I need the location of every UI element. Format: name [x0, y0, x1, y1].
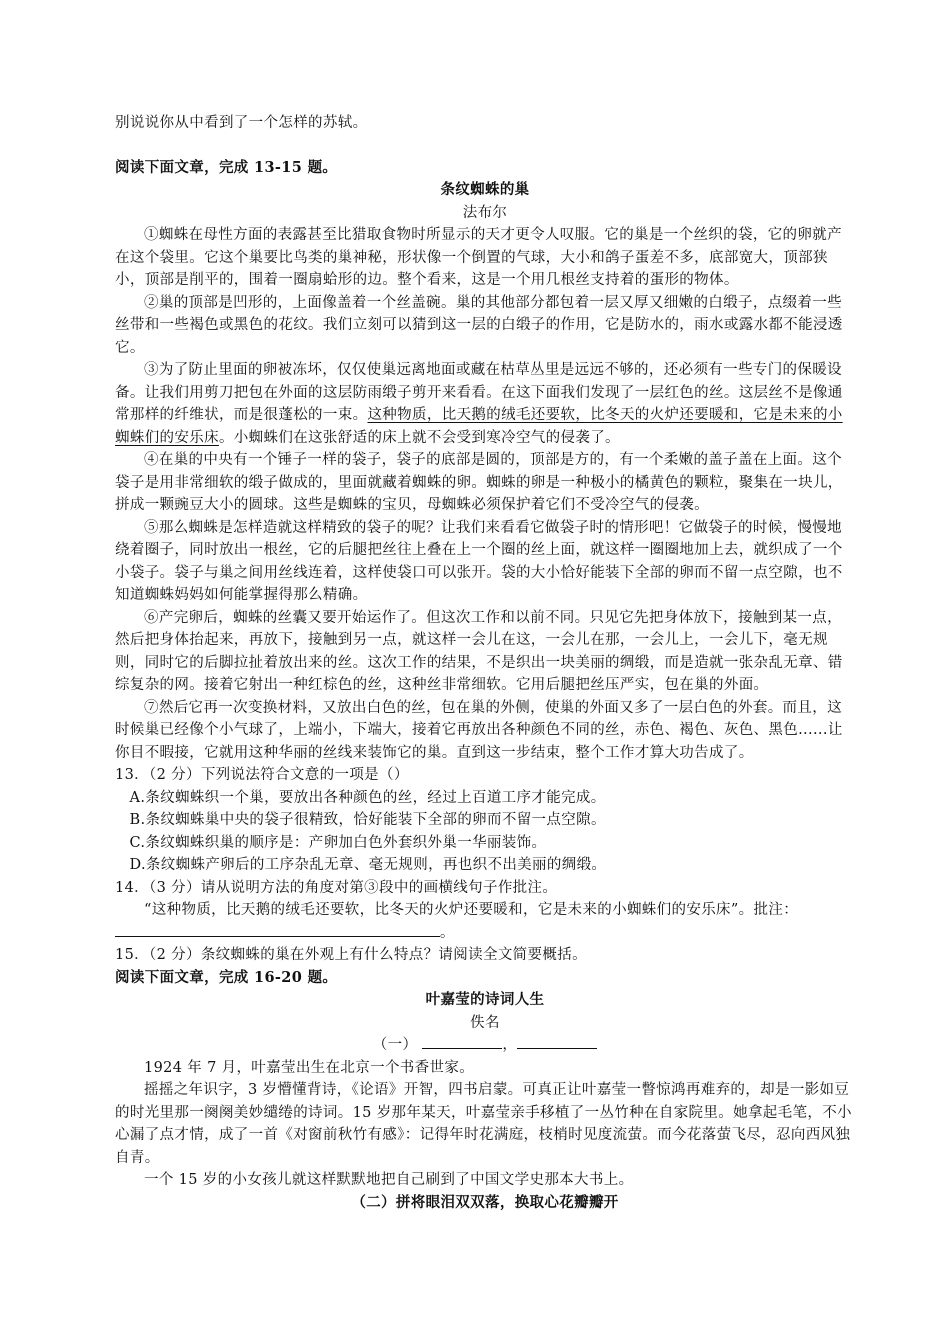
subheading-1: [115, 1034, 855, 1057]
underlined-sentence: 这种物质，比天鹅的绒毛还要软，比冬天的火炉还要暖和，它是未来的小蜘蛛们的安乐床: [115, 407, 843, 446]
subheading-blank-2[interactable]: [517, 1034, 597, 1049]
section2-author: 佚名: [470, 1014, 500, 1031]
top-line: 别说说你从中看到了一个怎样的苏轼。: [115, 115, 368, 131]
section2-paragraph-3: 一个 15 岁的小女孩儿就这样默默地把自己刷到了中国文学史那本大书上。: [144, 1172, 634, 1188]
question-14-quote: “这种物质，比天鹅的绒毛还要软，比冬天的火炉还要暖和，它是未来的小蜘蛛们的安乐床”。批注：: [144, 902, 799, 918]
subheading-separator: ，: [502, 1037, 518, 1053]
paragraph-3-start: ③为了防止里面的卵被冻坏，仅仅使巢远离地面或藏在枯草丛里是远远不够的，还必须有一些专门的保暖设备。让我们用剪刀把包在外面的这层防雨缎子剪开来看看。在这下面我们发现了一层红色的丝。这层丝不是像通常那样的纤维状，而是很蓬松的一束。: [115, 362, 843, 423]
section1-title: 条纹蜘蛛的巢: [440, 182, 530, 198]
paragraph-2: ②巢的顶部是凹形的，上面像盖着一个丝盖碗。巢的其他部分都包着一层又厚又细嫩的白缎子，点缀着一些丝带和一些褐色或黑色的花纹。我们立刻可以猜到这一层的白缎子的作用，它是防水的，雨水或露水都不能浸透它。: [115, 294, 843, 356]
question-14: 14．（3 分）请从说明方法的角度对第③段中的画横线句子作批注。: [115, 879, 558, 896]
subheading-blank-1[interactable]: [422, 1034, 502, 1049]
section1-author: 法布尔: [462, 204, 508, 221]
subheading-1-label: （一）: [372, 1037, 418, 1053]
paragraph-5: ⑤那么蜘蛛是怎样造就这样精致的袋子的呢？让我们来看看它做袋子时的情形吧！它做袋子的时候，慢慢地绕着圈子，同时放出一根丝，它的后腿把丝往上叠在上一个圈的丝上面，就这样一圈圈地加上去，就织成了一个小袋子。袋子与巢之间用丝线连着，这样使袋口可以张开。袋的大小恰好能装下全部的卵而不留一点空隙，也不知道蜘蛛妈妈如何能掌握得那么精确。: [115, 519, 843, 603]
section2-instruction: 阅读下面文章，完成 16-20 题。: [115, 968, 338, 986]
paragraph-3-end: 。小蜘蛛们在这张舒适的床上就不会受到寒冷空气的侵袭了。: [218, 429, 620, 446]
question-15: 15．（2 分）条纹蜘蛛的巢在外观上有什么特点？请阅读全文简要概括。: [115, 947, 587, 963]
answer-line-end: 。: [440, 924, 455, 941]
section2-paragraph-2: 摇摇之年识字，3 岁懵懂背诗，《论语》开智，四书启蒙。可真正让叶嘉莹一瞥惊鸿再难弃的，却是一影如豆的时光里那一阕阕美妙缱绻的诗词。15 岁那年某天，叶嘉莹亲手移植了一丛竹种在自家院里。她拿起毛笔，不小心漏了点才情，成了一首《对窗前秋竹有感》：记得年时花满庭，枝梢时见度流萤。而今花落萤飞尽，忍向西风独自青。: [115, 1082, 852, 1166]
question-13: 13．（2 分）下列说法符合文意的一项是（）: [115, 767, 409, 783]
exam-page: [115, 112, 855, 1214]
paragraph-4: ④在巢的中央有一个锤子一样的袋子，袋子的底部是圆的，顶部是方的，有一个柔嫩的盖子盖在上面。这个袋子是用非常细软的缎子做成的，里面就藏着蜘蛛的卵。蜘蛛的卵是一种极小的橘黄色的颗粒，聚集在一块儿，拼成一颗豌豆大小的圆球。这些是蜘蛛的宝贝，母蜘蛛必须保护着它们不受冷空气的侵袭。: [115, 452, 843, 513]
paragraph-3: [115, 359, 855, 449]
question-13-option-b: B.条纹蜘蛛巢中央的袋子很精致，恰好能装下全部的卵而不留一点空隙。: [129, 812, 606, 828]
section2-paragraph-1: 1924 年 7 月，叶嘉莹出生在北京一个书香世家。: [144, 1059, 475, 1076]
section2-title: 叶嘉莹的诗词人生: [425, 992, 545, 1008]
section1-instruction: 阅读下面文章，完成 13-15 题。: [115, 158, 338, 176]
question-14-answer-line: [115, 922, 855, 945]
subheading-2: （二）拼将眼泪双双落，换取心花瓣瓣开: [351, 1193, 619, 1211]
answer-blank[interactable]: [115, 922, 440, 937]
paragraph-6: ⑥产完卵后，蜘蛛的丝囊又要开始运作了。但这次工作和以前不同。只见它先把身体放下，接触到某一点，然后把身体抬起来，再放下，接触到另一点，就这样一会儿在这，一会儿在那，一会儿上，一会儿下，毫无规则，同时它的后脚拉扯着放出来的丝。这次工作的结果，不是织出一块美丽的绸缎，而是造就一张杂乱无章、错综复杂的网。接着它射出一种红棕色的丝，这种丝非常细软。它用后腿把丝压严实，包在巢的外面。: [115, 609, 843, 693]
question-13-option-a: A.条纹蜘蛛织一个巢，要放出各种颜色的丝，经过上百道工序才能完成。: [129, 789, 606, 806]
paragraph-1: ①蜘蛛在母性方面的表露甚至比猎取食物时所显示的天才更令人叹服。它的巢是一个丝织的袋，它的卵就产在这个袋里。它这个巢要比鸟类的巢神秘，形状像一个倒置的气球，大小和鸽子蛋差不多，底部宽大，顶部狭小，顶部是削平的，围着一圈扇蛤形的边。整个看来，这是一个用几根丝支持着的蛋形的物体。: [115, 227, 842, 288]
question-13-option-c: C.条纹蜘蛛织巢的顺序是：产卵加白色外套织外巢一华丽装饰。: [129, 834, 547, 851]
paragraph-7: ⑦然后它再一次变换材料，又放出白色的丝，包在巢的外侧，使巢的外面又多了一层白色的外套。而且，这时候巢已经像个小气球了，上端小，下端大，接着它再放出各种颜色不同的丝，赤色、褐色、灰色、黑色......让你目不暇接，它就用这种华丽的丝线来装饰它的巢。直到这一步结束，整个工作才算大功告成了。: [115, 699, 843, 761]
question-13-option-d: D.条纹蜘蛛产卵后的工序杂乱无章、毫无规则，再也织不出美丽的绸缎。: [129, 857, 607, 873]
